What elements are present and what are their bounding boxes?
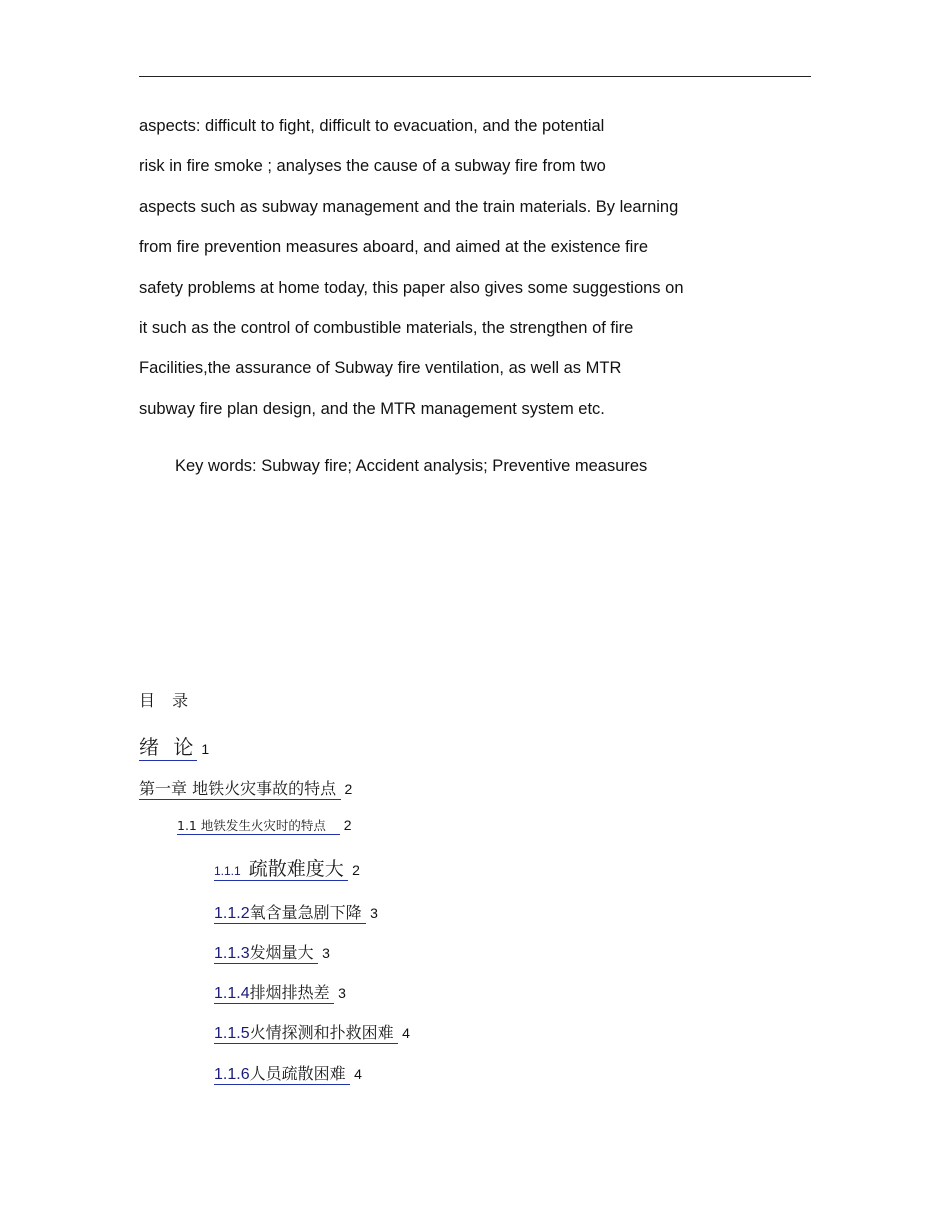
toc-page-number: 1 xyxy=(201,741,210,757)
abstract-line: risk in fire smoke ; analyses the cause of a subway fire from two xyxy=(139,157,606,176)
toc-entry-label: 第一章 地铁火灾事故的特点 xyxy=(139,779,337,798)
toc-link-1-1-6[interactable] xyxy=(214,1066,350,1085)
toc-title: 目 录 xyxy=(139,691,195,710)
toc-entry-section-1-1 xyxy=(177,816,352,835)
toc-link-chapter-1[interactable] xyxy=(139,781,341,800)
toc-page-number: 2 xyxy=(344,781,353,797)
toc-page-number: 4 xyxy=(402,1025,410,1041)
toc-entry-label: 排烟排热差 xyxy=(249,983,330,1002)
toc-page-number: 3 xyxy=(338,985,346,1001)
toc-entry-number: 1.1.2 xyxy=(214,905,250,922)
toc-entry-label: 火情探测和扑救困难 xyxy=(249,1023,394,1042)
toc-link-1-1-3[interactable] xyxy=(214,945,318,964)
toc-entry-number: 1.1.3 xyxy=(214,945,250,962)
toc-entry-number: 1.1.1 xyxy=(214,864,241,878)
toc-entry-chapter-1 xyxy=(139,776,352,799)
abstract-body xyxy=(139,114,779,437)
toc-entry-1-1-6 xyxy=(214,1061,362,1084)
toc-page-number: 3 xyxy=(370,905,378,921)
toc-entry-label: 疏散难度大 xyxy=(248,858,344,880)
toc-link-1-1-4[interactable] xyxy=(214,985,334,1004)
toc-page-number: 2 xyxy=(343,817,352,833)
toc-page-number: 3 xyxy=(322,945,330,961)
keywords: Key words: Subway fire; Accident analysis; Preventive measures xyxy=(175,457,648,475)
toc-entry-1-1-5 xyxy=(214,1020,410,1043)
toc-entry-introduction xyxy=(139,731,209,760)
toc-entry-label: 1.1 地铁发生火灾时的特点 xyxy=(177,818,326,833)
toc-entry-label: 发烟量大 xyxy=(249,943,314,962)
abstract-line: subway fire plan design, and the MTR management system etc. xyxy=(139,399,605,418)
toc-entry-label: 氧含量急剧下降 xyxy=(249,903,362,922)
toc-entry-label: 人员疏散困难 xyxy=(249,1064,346,1083)
abstract-line: aspects: difficult to fight, difficult to evacuation, and the potential xyxy=(139,117,605,135)
toc-entry-1-1-3 xyxy=(214,940,330,963)
abstract-line: safety problems at home today, this paper also gives some suggestions on xyxy=(139,278,684,297)
toc-entry-number: 1.1.6 xyxy=(214,1066,250,1083)
toc-link-1-1-5[interactable] xyxy=(214,1025,398,1044)
abstract-line: aspects such as subway management and the train materials. By learning xyxy=(139,197,679,216)
toc-entry-1-1-4 xyxy=(214,980,346,1003)
abstract-line: it such as the control of combustible materials, the strengthen of fire xyxy=(139,318,634,337)
toc-page-number: 4 xyxy=(354,1066,362,1082)
toc-link-1-1-2[interactable] xyxy=(214,905,366,924)
toc-entry-number: 1.1.5 xyxy=(214,1025,250,1042)
header-rule xyxy=(139,76,811,77)
toc-entry-1-1-2 xyxy=(214,900,378,923)
abstract-line: Facilities,the assurance of Subway fire ventilation, as well as MTR xyxy=(139,359,622,378)
toc-link-section-1-1[interactable] xyxy=(177,819,340,835)
abstract-line: from fire prevention measures aboard, and aimed at the existence fire xyxy=(139,238,649,257)
toc-link-introduction[interactable] xyxy=(139,737,197,761)
toc-link-1-1-1[interactable] xyxy=(214,858,348,881)
toc-entry-1-1-1 xyxy=(214,854,360,881)
toc-entry-number: 1.1.4 xyxy=(214,985,250,1002)
toc-page-number: 2 xyxy=(352,862,360,878)
toc-entry-label: 绪 论 xyxy=(139,735,198,759)
